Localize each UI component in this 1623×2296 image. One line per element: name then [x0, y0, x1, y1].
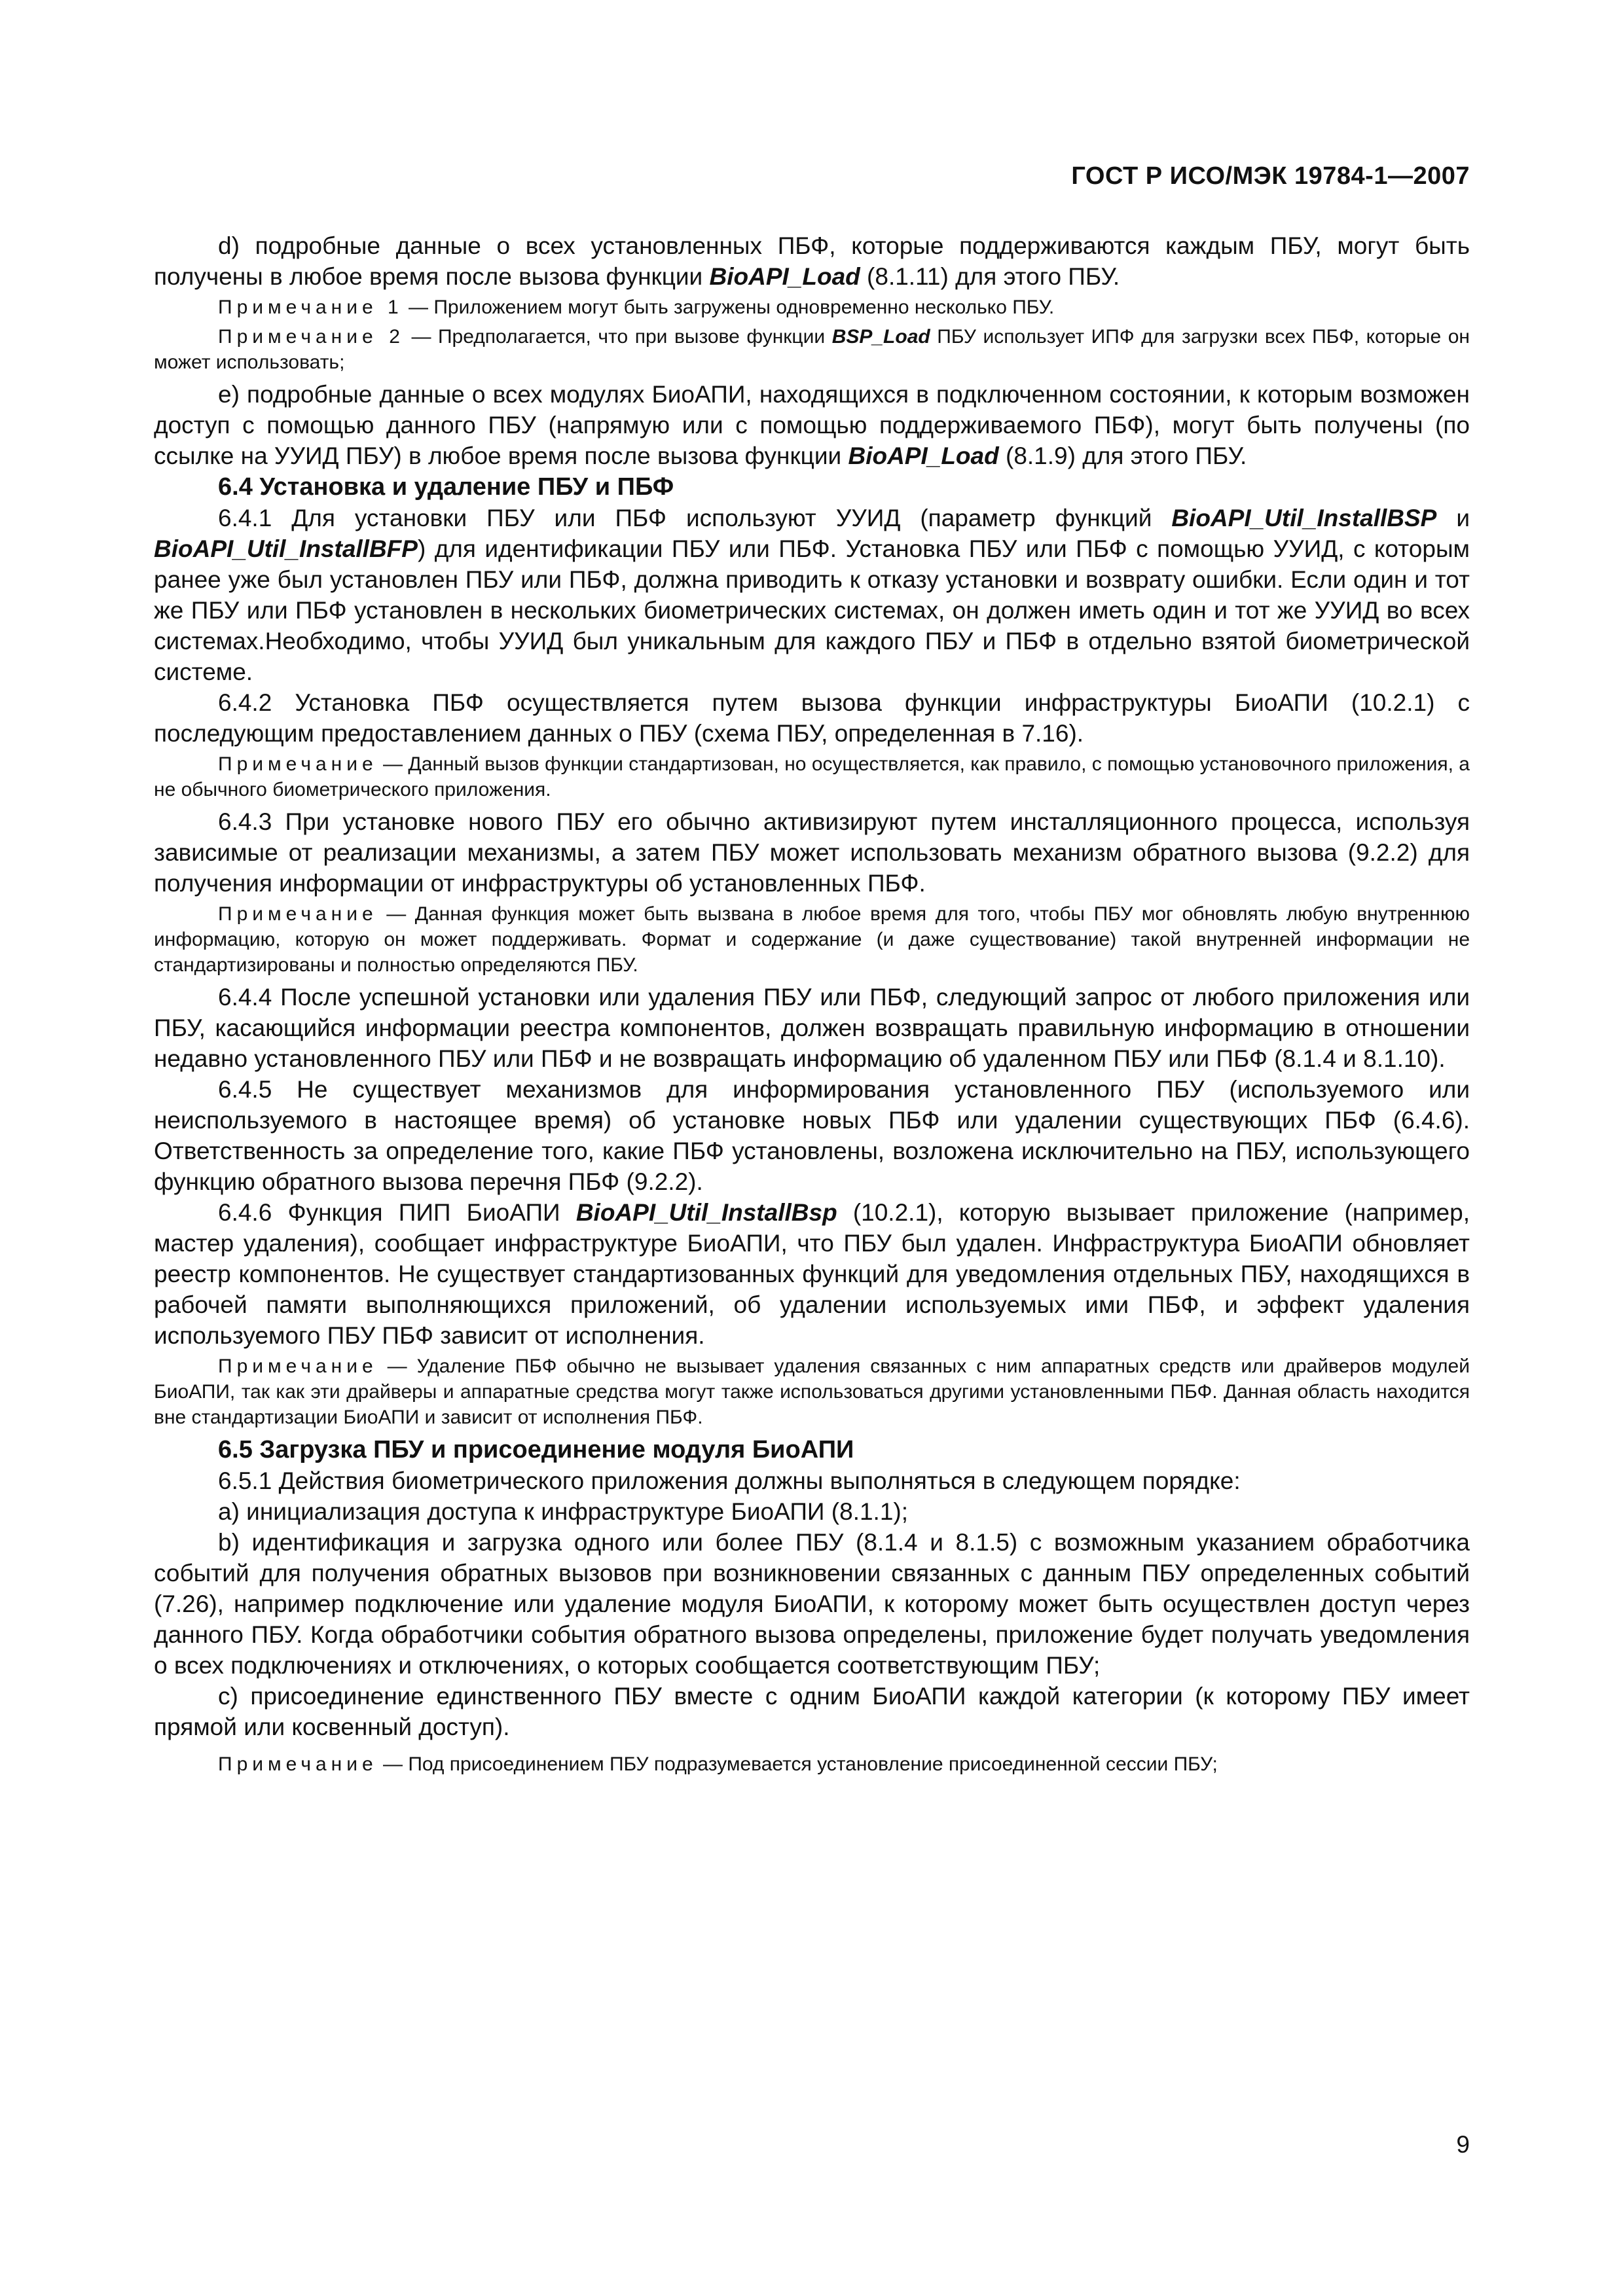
clause-6-4-3: 6.4.3 При установке нового ПБУ его обычно активизируют путем инсталляционного процесса, используя зависимые от реализации механизмы, а затем ПБУ может использовать механизм обратного вызова (9.2.2) для получения информации от инфраструктуры об установленных ПБФ.	[154, 808, 1470, 897]
clause-6-4-4: 6.4.4 После успешной установки или удаления ПБУ или ПБФ, следующий запрос от любого приложения или ПБУ, касающийся информации реестра компонентов, должен возвращать правильную информацию в отношении недавно установленного ПБУ или ПБФ и не возвращать информацию об удаленном ПБУ или ПБФ (8.1.4 и 8.1.10).	[154, 984, 1470, 1072]
clause-6-4-6-function: BioAPI_Util_InstallBsp	[575, 1199, 837, 1226]
note-4-label: Примечание	[218, 903, 378, 925]
section-6-5-heading: 6.5 Загрузка ПБУ и присоединение модуля БиоАПИ	[218, 1436, 854, 1463]
clause-6-4-1-conj: и	[1436, 505, 1470, 531]
note-6	[154, 1751, 1470, 1777]
note-3-label: Примечание	[218, 753, 378, 775]
note-1	[154, 295, 1470, 320]
clause-6-4-1-function-2: BioAPI_Util_InstallBFP	[154, 535, 418, 562]
item-a: a) инициализация доступа к инфраструктуре БиоАПИ (8.1.1);	[218, 1498, 909, 1525]
clause-6-4-6	[154, 1197, 1470, 1351]
item-e-function: BioAPI_Load	[848, 442, 999, 469]
note-3	[154, 751, 1470, 802]
note-2-text-end: ПБУ использует ИПФ для загрузки всех ПБФ, которые он может использовать;	[154, 326, 1470, 373]
note-5-label: Примечание	[218, 1355, 378, 1377]
note-2-text: — Предполагается, что при вызове функции	[404, 326, 832, 348]
item-e-text-end: (8.1.9) для этого ПБУ.	[998, 442, 1247, 469]
item-c: c) присоединение единственного ПБУ вместе с одним БиоАПИ каждой категории (к которому ПБУ имеет прямой или косвенный доступ).	[154, 1683, 1470, 1740]
clause-6-4-1	[154, 503, 1470, 687]
clause-6-4-1-text: 6.4.1 Для установки ПБУ или ПБФ используют УУИД (параметр функций	[218, 505, 1172, 531]
note-6-label: Примечание	[218, 1753, 378, 1775]
item-e	[154, 379, 1470, 471]
section-6-4-heading: 6.4 Установка и удаление ПБУ и ПБФ	[218, 473, 674, 501]
document-page	[154, 0, 1470, 2296]
standard-header: ГОСТ Р ИСО/МЭК 19784-1—2007	[1071, 162, 1470, 190]
note-1-text: — Приложением могут быть загружены одновременно несколько ПБУ.	[403, 296, 1055, 318]
note-5	[154, 1354, 1470, 1430]
note-5-text: — Удаление ПБФ обычно не вызывает удаления связанных с ним аппаратных средств или драйверов модулей БиоАПИ, так как эти драйверы и аппаратные средства могут также использоваться другими установленными ПБФ. Данная область находится вне стандартизации БиоАПИ и зависит от исполнения ПБФ.	[154, 1355, 1470, 1428]
item-e-text: e) подробные данные о всех модулях БиоАПИ, находящихся в подключенном состоянии, к которым возможен доступ с помощью данного ПБУ (напрямую или с помощью поддерживаемого ПБФ), могут быть получены (по ссылке на УУИД ПБУ) в любое время после вызова функции	[154, 381, 1470, 469]
item-d-text: d) подробные данные о всех установленных ПБФ, которые поддерживаются каждым ПБУ, могут быть получены в любое время после вызова функции	[154, 232, 1470, 290]
note-6-text: — Под присоединением ПБУ подразумевается установление присоединенной сессии ПБУ;	[377, 1753, 1218, 1775]
clause-6-4-6-text-end: (10.2.1), которую вызывает приложение (например, мастер удаления), сообщает инфраструктуре БиоАПИ, что ПБУ был удален. Инфраструктура БиоАПИ обновляет реестр компонентов. Не существует стандартизованных функций для уведомления отдельных ПБУ, находящихся в рабочей памяти выполняющихся приложений, об удалении используемых ими ПБФ, и эффект удаления используемого ПБУ ПБФ зависит от исполнения.	[154, 1199, 1470, 1349]
item-d-function: BioAPI_Load	[709, 263, 860, 290]
page-number: 9	[1456, 2131, 1470, 2158]
spacer	[154, 1742, 1470, 1749]
note-4	[154, 901, 1470, 978]
clause-6-4-6-text: 6.4.6 Функция ПИП БиоАПИ	[218, 1199, 576, 1226]
clause-6-4-5: 6.4.5 Не существует механизмов для информирования установленного ПБУ (используемого или неиспользуемого в настоящее время) об установке новых ПБФ или удалении существующих ПБФ (6.4.6). Ответственность за определение того, какие ПБФ установлены, возложена исключительно на ПБУ, использующего функцию обратного вызова перечня ПБФ (9.2.2).	[154, 1076, 1470, 1195]
note-3-text: — Данный вызов функции стандартизован, но осуществляется, как правило, с помощью установочного приложения, а не обычного биометрического приложения.	[154, 753, 1470, 800]
note-4-text: — Данная функция может быть вызвана в любое время для того, чтобы ПБУ мог обновлять любую внутреннюю информацию, которую он может поддерживать. Формат и содержание (и даже существование) такой внутренней информации не стандартизированы и полностью определяются ПБУ.	[154, 903, 1470, 976]
clause-6-4-1-function-1: BioAPI_Util_InstallBSP	[1171, 505, 1437, 531]
item-b: b) идентификация и загрузка одного или более ПБУ (8.1.4 и 8.1.5) с возможным указанием обработчика событий для получения обратных вызовов при возникновении связанных с данным ПБУ определенных событий (7.26), например подключение или удаление модуля БиоАПИ, к которому может быть осуществлен доступ через данного ПБУ. Когда обработчики события обратного вызова определены, приложение будет получать уведомления о всех подключениях и отключениях, о которых сообщается соответствующим ПБУ;	[154, 1529, 1470, 1679]
note-2	[154, 324, 1470, 375]
clause-6-5-1: 6.5.1 Действия биометрического приложения должны выполняться в следующем порядке:	[218, 1467, 1241, 1494]
document-body	[154, 230, 1470, 1781]
clause-6-4-1-text-end: ) для идентификации ПБУ или ПБФ. Установка ПБУ или ПБФ с помощью УУИД, с которым ранее уже был установлен ПБУ или ПБФ, должна приводить к отказу установки и возврату ошибки. Если один и тот же ПБУ или ПБФ установлен в нескольких биометрических системах, он должен иметь один и тот же УУИД во всех системах.Необходимо, чтобы УУИД был уникальным для каждого ПБУ и ПБФ в отдельно взятой биометрической системе.	[154, 535, 1470, 685]
note-2-label: Примечание 2	[218, 326, 405, 348]
item-d-text-end: (8.1.11) для этого ПБУ.	[860, 263, 1120, 290]
clause-6-4-2: 6.4.2 Установка ПБФ осуществляется путем вызова функции инфраструктуры БиоАПИ (10.2.1) с последующим предоставлением данных о ПБУ (схема ПБУ, определенная в 7.16).	[154, 689, 1470, 747]
item-d	[154, 230, 1470, 292]
note-1-label: Примечание 1	[218, 296, 403, 318]
note-2-function: BSP_Load	[831, 326, 930, 348]
